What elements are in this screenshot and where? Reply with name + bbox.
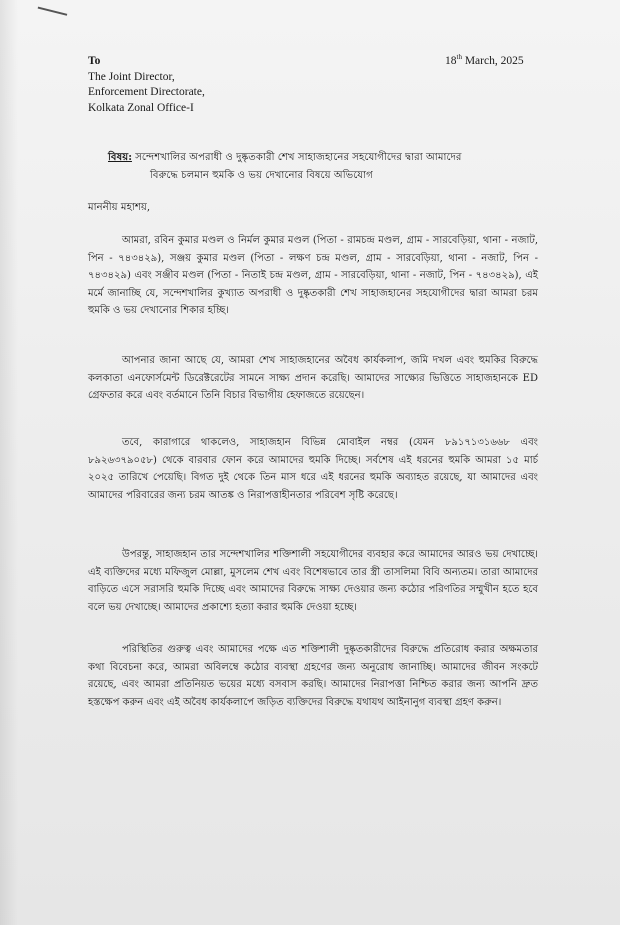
body-paragraph — [88, 641, 538, 711]
date-day: 18 — [445, 55, 457, 67]
pen-mark — [35, 7, 67, 28]
recipient-line: Enforcement Directorate, — [88, 86, 205, 98]
paragraph-text: পরিস্থিতির গুরুত্ব এবং আমাদের পক্ষে এত শক্তিশালী দুষ্কৃতকারীদের বিরুদ্ধে প্রতিরোধ করার অক্ষমতার কথা বিবেচনা করে, আমরা অবিলম্বে কঠোর ব্যবস্থা গ্রহণের জন্য অনুরোধ জানাচ্ছি। আমাদের জীবন সংকটে রয়েছে, এবং আমরা প্রতিনিয়ত ভয়ের মধ্যে বসবাস করছি। আমাদের নিরাপত্তা নিশ্চিত করার জন্য আপনি দ্রুত হস্তক্ষেপ করুন এবং এই অবৈধ কার্যকলাপে জড়িত ব্যক্তিদের বিরুদ্ধে যথাযথ আইনানুগ ব্যবস্থা গ্রহণ করুন। — [88, 644, 538, 708]
letter-date — [445, 53, 524, 67]
body-paragraph — [88, 546, 538, 616]
subject-text-line1: সন্দেশখালির অপরাধী ও দুষ্কৃতকারী শেখ সাহাজহানের সহযোগীদের দ্বারা আমাদের — [131, 152, 462, 163]
body-paragraph — [88, 232, 538, 320]
subject-line — [108, 148, 578, 185]
subject-text-line2: বিরুদ্ধে চলমান হুমকি ও ভয় দেখানোর বিষয়ে অভিযোগ — [150, 170, 373, 181]
recipient-address — [88, 54, 205, 116]
body-paragraph — [88, 352, 538, 405]
paragraph-text: উপরন্তু, সাহাজহান তার সন্দেশখালির শক্তিশালী সহযোগীদের ব্যবহার করে আমাদের আরও ভয় দেখাচ্ছে। এই ব্যক্তিদের মধ্যে মফিজুল মোল্লা, মুসলেম শেখ এবং বিশেষভাবে তার স্ত্রী তাসলিমা বিবি অন্যতম। তারা আমাদের বাড়িতে এসে সরাসরি হুমকি দিচ্ছে এবং আমাদের বিরুদ্ধে সাক্ষ্য দেওয়ার জন্য কঠোর পরিণতির সম্মুখীন হতে হবে বলে ভয় দেখাচ্ছে। আমাদের প্রকাশ্যে হত্যা করার হুমকি দেওয়া হচ্ছে। — [88, 549, 538, 613]
paragraph-text: তবে, কারাগারে থাকলেও, সাহাজহান বিভিন্ন মোবাইল নম্বর (যেমন ৮৯১৭১৩১৬৬৮ এবং ৮৯২৬৩৭৯০৫৮) থেকে বারবার ফোন করে আমাদের হুমকি দিচ্ছে। সর্বশেষ এই ধরনের হুমকি আমরা ১৫ মার্চ ২০২৫ তারিখে পেয়েছি। বিগত দুই থেকে তিন মাস ধরে এই ধরনের হুমকি অব্যাহত রয়েছে, যা আমাদের এবং আমাদের পরিবারের জন্য চরম আতঙ্ক ও নিরাপত্তাহীনতার পরিবেশ সৃষ্টি করেছে। — [88, 437, 538, 501]
recipient-line: The Joint Director, — [88, 70, 175, 83]
date-month-year: March, 2025 — [461, 55, 524, 67]
page-shadow — [0, 0, 18, 925]
subject-label: বিষয়: — [108, 151, 132, 163]
body-paragraph — [88, 434, 538, 504]
paragraph-text: আমরা, রবিন কুমার মণ্ডল ও নির্মল কুমার মণ্ডল (পিতা - রামচন্দ্র মণ্ডল, গ্রাম - সারবেড়িয়া, থানা - নজাট, পিন - ৭৪৩৪২৯), সঞ্জয় কুমার মণ্ডল (পিতা - লক্ষণ চন্দ্র মণ্ডল, গ্রাম - সারবেড়িয়া, থানা - নজাট, পিন - ৭৪৩৪২৯) এবং সঞ্জীব মণ্ডল (পিতা - নিতাই চন্দ্র মণ্ডল, গ্রাম - সারবেড়িয়া, থানা - নজাট, পিন - ৭৪৩৪২৯), এই মর্মে জানাচ্ছি যে, সন্দেশখালির কুখ্যাত অপরাধী ও দুষ্কৃতকারী শেখ সাহাজহানের সহযোগীদের দ্বারা আমরা চরম হুমকি ও ভয় দেখানোর শিকার হচ্ছি। — [88, 235, 538, 316]
salutation: মাননীয় মহাশয়, — [88, 202, 151, 213]
to-label: To — [88, 55, 101, 67]
date-suffix: th — [456, 53, 462, 61]
paragraph-text: আপনার জানা আছে যে, আমরা শেখ সাহাজহানের অবৈধ কার্যকলাপ, জমি দখল এবং হুমকির বিরুদ্ধে কলকাতা এনফোর্সমেন্ট ডিরেক্টরেটের সামনে সাক্ষ্য প্রদান করেছি। আমাদের সাক্ষ্যের ভিত্তিতে সাহাজহানকে ED গ্রেফতার করে এবং বর্তমানে তিনি বিচার বিভাগীয় হেফাজতে রয়েছেন। — [88, 355, 538, 401]
recipient-line: Kolkata Zonal Office-I — [88, 101, 194, 114]
